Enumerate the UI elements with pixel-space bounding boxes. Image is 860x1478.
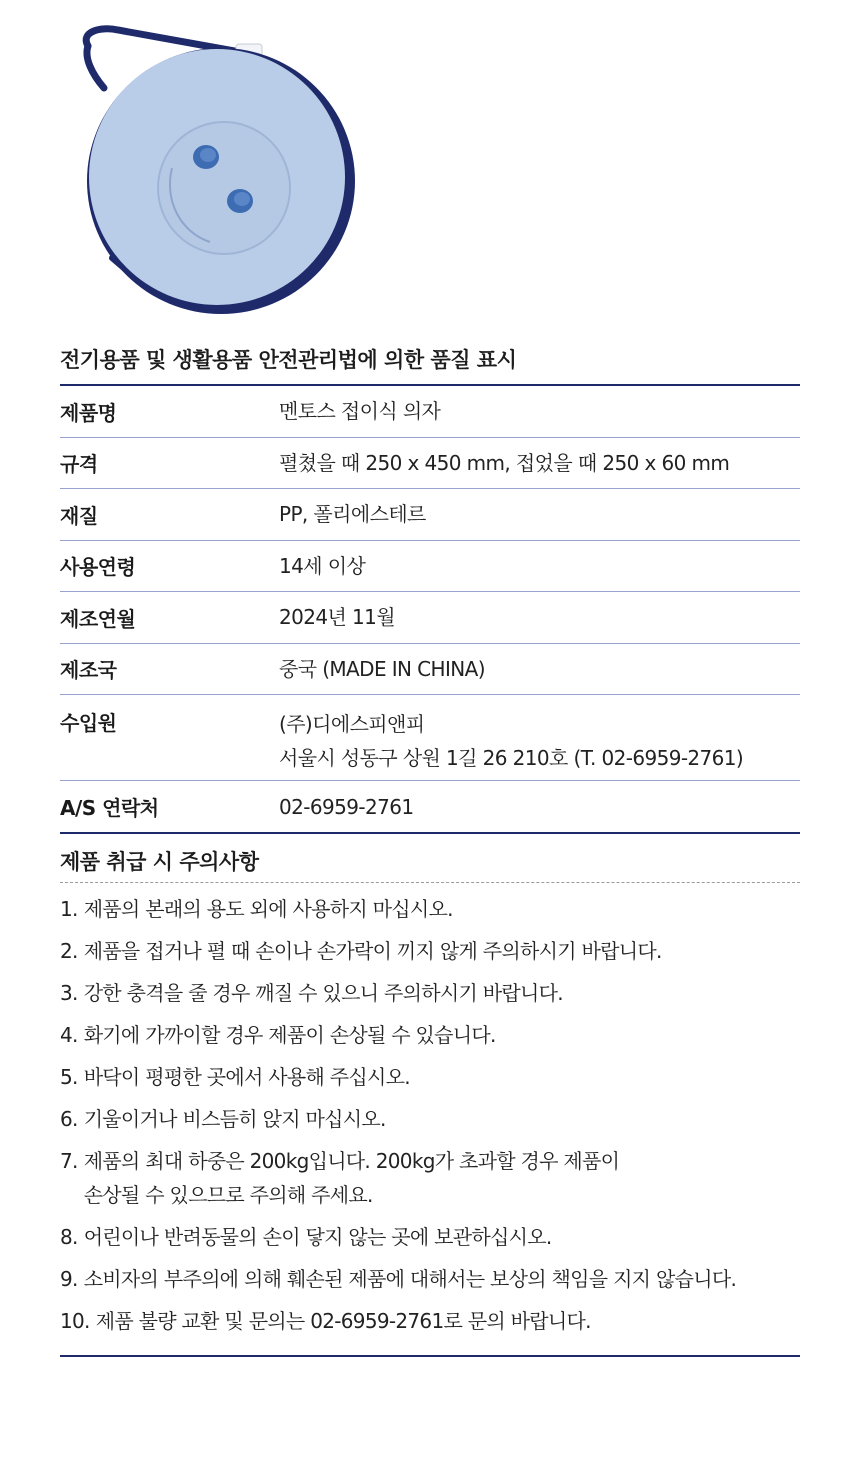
caution-text-line: 화기에 가까이할 경우 제품이 손상될 수 있습니다. [83, 1023, 496, 1047]
caution-text-line: 손상될 수 있으므로 주의해 주세요. [83, 1183, 373, 1207]
spec-value-line: PP, 폴리에스테르 [279, 502, 426, 527]
spec-value-line: 멘토스 접이식 의자 [279, 399, 441, 424]
caution-text-line: 기울이거나 비스듬히 앉지 마십시오. [83, 1107, 386, 1131]
spec-row [60, 489, 800, 541]
caution-number: 8. [60, 1225, 78, 1249]
spec-value [279, 600, 395, 634]
spec-title: 전기용품 및 생활용품 안전관리법에 의한 품질 표시 [60, 348, 517, 372]
caution-text-line: 제품 불량 교환 및 문의는 02-6959-2761로 문의 바랍니다. [95, 1309, 591, 1333]
caution-number: 1. [60, 897, 78, 921]
caution-text [84, 1102, 805, 1136]
spec-value [279, 707, 743, 775]
caution-item [60, 1060, 805, 1094]
spec-value [279, 549, 365, 583]
caution-text [84, 934, 805, 968]
folding-stool-image [60, 18, 380, 318]
caution-text-line: 제품의 최대 하중은 200kg입니다. 200kg가 초과할 경우 제품이 [83, 1149, 620, 1173]
caution-item [60, 1220, 805, 1254]
spec-value-line: 펼쳤을 때 250 x 450 mm, 접었을 때 250 x 60 mm [279, 450, 730, 475]
caution-number: 3. [60, 981, 78, 1005]
caution-number: 4. [60, 1023, 78, 1047]
caution-item [60, 934, 805, 968]
caution-item [60, 1102, 805, 1136]
spec-value-line: (주)디에스피앤피 [279, 712, 425, 736]
spec-label: 제조국 [60, 658, 117, 683]
spec-label: 수입원 [60, 711, 117, 735]
caution-text-line: 어린이나 반려동물의 손이 닿지 않는 곳에 보관하십시오. [83, 1225, 552, 1249]
caution-text [84, 1018, 805, 1052]
spec-row [60, 781, 800, 833]
caution-text [84, 1060, 805, 1094]
spec-label: 제조연월 [60, 606, 136, 631]
spec-label: 재질 [60, 503, 98, 528]
spec-label: A/S 연락처 [60, 796, 159, 821]
spec-label: 규격 [60, 452, 98, 477]
caution-text-line: 소비자의 부주의에 의해 훼손된 제품에 대해서는 보상의 책임을 지지 않습니다. [83, 1267, 737, 1291]
spec-row [60, 592, 800, 644]
caution-text [96, 1304, 805, 1338]
caution-item [60, 892, 805, 926]
spec-row [60, 438, 800, 490]
caution-number: 2. [60, 939, 78, 963]
caution-item [60, 1262, 805, 1296]
caution-text-line: 강한 충격을 줄 경우 깨질 수 있으니 주의하시기 바랍니다. [83, 981, 563, 1005]
spec-value-line: 2024년 11월 [279, 605, 395, 630]
caution-list [60, 892, 805, 1346]
caution-number: 10. [60, 1309, 90, 1333]
caution-item [60, 976, 805, 1010]
spec-value [279, 446, 729, 480]
spec-value [279, 394, 440, 428]
spec-value-line: 서울시 성동구 상원 1길 26 210호 (T. 02-6959-2761) [279, 746, 744, 770]
spec-value-line: 02-6959-2761 [279, 794, 414, 819]
caution-text [84, 1144, 805, 1212]
caution-number: 5. [60, 1065, 78, 1089]
caution-item [60, 1018, 805, 1052]
spec-value-line: 중국 (MADE IN CHINA) [279, 656, 485, 681]
spec-label: 제품명 [60, 400, 117, 425]
spec-label: 사용연령 [60, 555, 136, 580]
spec-bottom-rule [60, 832, 800, 834]
caution-title: 제품 취급 시 주의사항 [60, 850, 259, 874]
caution-text-line: 바닥이 평평한 곳에서 사용해 주십시오. [83, 1065, 410, 1089]
spec-row [60, 695, 800, 781]
caution-dashed-rule [60, 882, 800, 883]
spec-row [60, 541, 800, 593]
caution-text [84, 1220, 805, 1254]
caution-item [60, 1304, 805, 1338]
spec-value [279, 652, 485, 686]
spec-value-line: 14세 이상 [279, 553, 366, 578]
caution-text [84, 1262, 805, 1296]
caution-number: 9. [60, 1267, 78, 1291]
spec-row [60, 644, 800, 696]
caution-text [84, 892, 805, 926]
caution-text-line: 제품의 본래의 용도 외에 사용하지 마십시오. [83, 897, 453, 921]
spec-table [60, 386, 800, 833]
caution-number: 6. [60, 1107, 78, 1131]
caution-bottom-rule [60, 1355, 800, 1357]
spec-value [279, 790, 413, 824]
spec-value [279, 497, 426, 531]
spec-row [60, 386, 800, 438]
caution-text-line: 제품을 접거나 펼 때 손이나 손가락이 끼지 않게 주의하시기 바랍니다. [83, 939, 662, 963]
caution-text [84, 976, 805, 1010]
caution-number: 7. [60, 1149, 78, 1173]
caution-item [60, 1144, 805, 1212]
